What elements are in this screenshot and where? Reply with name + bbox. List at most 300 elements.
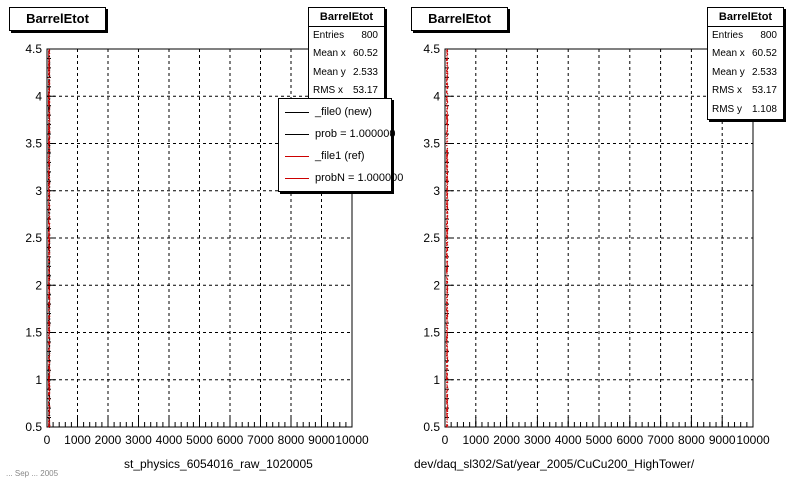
data-point [446, 376, 447, 377]
data-point [447, 370, 448, 371]
data-point [447, 289, 448, 290]
y-tick-label: 3 [433, 183, 440, 198]
data-point [49, 119, 50, 120]
data-point [49, 121, 50, 122]
data-point [49, 369, 50, 370]
legend-entry [279, 123, 396, 145]
data-point [48, 140, 49, 141]
data-point [49, 194, 50, 195]
data-point [446, 244, 447, 245]
data-point [447, 78, 448, 79]
data-point [49, 388, 50, 389]
data-point [447, 67, 448, 68]
data-point [49, 300, 50, 301]
data-point [447, 206, 448, 207]
data-point [49, 406, 50, 407]
legend-line-marker [285, 156, 309, 157]
data-point [446, 157, 447, 158]
data-point [49, 186, 50, 187]
data-point [446, 110, 447, 111]
data-point [49, 196, 50, 197]
data-point [48, 117, 49, 118]
data-point [447, 292, 448, 293]
data-point [446, 424, 447, 425]
data-point [48, 171, 49, 172]
x-tick-label: 9000 [708, 433, 736, 447]
left-x-axis-title: st_physics_6054016_raw_1020005 [124, 457, 313, 471]
data-point [447, 321, 448, 322]
data-point [49, 254, 50, 255]
data-point [446, 116, 447, 117]
data-point [447, 236, 448, 237]
data-point [446, 235, 447, 236]
data-point [447, 348, 448, 349]
stats-label: Entries [313, 30, 345, 41]
data-point [447, 54, 448, 55]
data-point [447, 338, 448, 339]
data-point [48, 252, 49, 253]
legend-entry [279, 145, 391, 167]
left-stats-row [309, 64, 384, 82]
data-point [48, 283, 49, 284]
data-point [49, 153, 50, 154]
data-point [446, 336, 447, 337]
data-point [49, 297, 50, 298]
data-point [48, 386, 49, 387]
data-point [446, 99, 447, 100]
data-point [48, 63, 49, 64]
data-point [48, 201, 49, 202]
x-tick-label: 8000 [277, 433, 305, 447]
data-point [447, 263, 448, 264]
data-point [447, 121, 448, 122]
x-tick-label: 10000 [736, 433, 770, 447]
data-point [49, 325, 50, 326]
data-point [48, 262, 49, 263]
data-point [446, 340, 447, 341]
data-point [49, 155, 50, 156]
data-point [49, 272, 50, 273]
data-point [49, 393, 50, 394]
data-point [446, 178, 447, 179]
data-point [446, 80, 447, 81]
x-tick-label: 4000 [155, 433, 183, 447]
data-point [447, 211, 448, 212]
data-point [49, 174, 50, 175]
data-point [48, 282, 49, 283]
data-point [447, 177, 448, 178]
data-point [447, 207, 448, 208]
data-point [48, 210, 49, 211]
data-point [446, 319, 447, 320]
data-point [447, 303, 448, 304]
data-point [447, 154, 448, 155]
data-point [447, 172, 448, 173]
stats-label: Mean y [313, 66, 346, 78]
right-histogram-title: BarrelEtot [411, 7, 508, 31]
data-point [447, 138, 448, 139]
data-point [447, 66, 448, 67]
data-point [447, 125, 448, 126]
data-point [447, 115, 448, 116]
data-point [49, 228, 50, 229]
x-tick-label: 3000 [524, 433, 551, 447]
data-point [446, 256, 447, 257]
data-point [446, 301, 447, 302]
data-point [447, 295, 448, 296]
data-point [447, 358, 448, 359]
data-point [49, 58, 50, 59]
data-point [447, 307, 448, 308]
data-point [446, 257, 447, 258]
data-point [446, 292, 447, 293]
stats-value: 800 [361, 30, 378, 41]
data-point [48, 169, 49, 170]
data-point [447, 201, 448, 202]
data-point [49, 292, 50, 293]
data-point [49, 158, 50, 159]
data-point [49, 87, 50, 88]
y-tick-label: 4.5 [423, 42, 440, 56]
data-point [446, 229, 447, 230]
data-point [48, 143, 49, 144]
data-point [48, 130, 49, 131]
y-tick-label: 3 [35, 183, 42, 198]
legend-label: _file1 (ref) [315, 150, 365, 162]
data-point [447, 111, 448, 112]
data-point [49, 233, 50, 234]
data-point [447, 229, 448, 230]
data-point [48, 114, 49, 115]
data-point [49, 408, 50, 409]
stats-label: RMS x [313, 85, 343, 97]
data-point [49, 192, 50, 193]
data-point [447, 53, 448, 54]
data-point [447, 360, 448, 361]
data-point [48, 419, 49, 420]
data-point [48, 203, 49, 204]
data-point [447, 290, 448, 291]
data-point [48, 371, 49, 372]
data-point [447, 407, 448, 408]
data-point [447, 162, 448, 163]
data-point [48, 139, 49, 140]
data-point [48, 115, 49, 116]
data-point [49, 328, 50, 329]
data-point [48, 276, 49, 277]
data-point [48, 381, 49, 382]
stats-label: Mean x [313, 48, 346, 60]
data-point [447, 368, 448, 369]
data-point [49, 52, 50, 53]
data-point [49, 108, 50, 109]
data-point [48, 218, 49, 219]
stats-value: 53.17 [751, 85, 777, 97]
data-point [446, 73, 447, 74]
data-point [49, 205, 50, 206]
data-point [446, 251, 447, 252]
data-point [49, 232, 50, 233]
data-point [49, 90, 50, 91]
data-point [446, 387, 447, 388]
data-point [49, 405, 50, 406]
data-point [49, 377, 50, 378]
data-point [49, 50, 50, 51]
data-point [48, 321, 49, 322]
data-point [447, 375, 448, 376]
data-point [48, 77, 49, 78]
data-point [447, 77, 448, 78]
data-point [48, 99, 49, 100]
data-point [447, 196, 448, 197]
data-point [49, 240, 50, 241]
data-point [49, 185, 50, 186]
data-point [49, 279, 50, 280]
left-histogram-title: BarrelEtot [9, 7, 106, 31]
x-tick-label: 9000 [308, 433, 335, 447]
data-point [49, 275, 50, 276]
data-point [447, 261, 448, 262]
data-point [49, 392, 50, 393]
y-tick-label: 0.5 [25, 420, 42, 434]
y-tick-label: 4.5 [25, 42, 42, 56]
data-point [49, 167, 50, 168]
data-point [49, 290, 50, 291]
data-point [48, 145, 49, 146]
data-point [447, 173, 448, 174]
data-point [49, 358, 50, 359]
right-stats-row [708, 82, 783, 100]
data-point [49, 422, 50, 423]
data-point [447, 112, 448, 113]
data-point [446, 50, 447, 51]
x-tick-label: 0 [441, 433, 449, 447]
data-point [49, 365, 50, 366]
data-point [48, 159, 49, 160]
data-point [446, 237, 447, 238]
data-point [48, 73, 49, 74]
data-point [49, 180, 50, 181]
data-point [48, 82, 49, 83]
data-point [48, 222, 49, 223]
data-point [49, 88, 50, 89]
data-point [446, 278, 447, 279]
data-point [48, 148, 49, 149]
data-point [446, 294, 447, 295]
data-point [49, 417, 50, 418]
data-point [447, 328, 448, 329]
data-point [49, 97, 50, 98]
data-point [446, 195, 447, 196]
data-point [49, 115, 50, 116]
data-point [48, 378, 49, 379]
data-point [446, 270, 447, 271]
data-point [446, 158, 447, 159]
data-point [49, 215, 50, 216]
data-point [447, 325, 448, 326]
data-point [446, 71, 447, 72]
data-point [49, 414, 50, 415]
data-point [447, 141, 448, 142]
data-point [48, 316, 49, 317]
data-point [49, 360, 50, 361]
data-point [49, 413, 50, 414]
data-point [48, 255, 49, 256]
data-point [447, 97, 448, 98]
data-point [49, 110, 50, 111]
data-point [447, 169, 448, 170]
data-point [48, 286, 49, 287]
data-point [447, 386, 448, 387]
data-point [446, 331, 447, 332]
data-point [447, 108, 448, 109]
data-point [446, 202, 447, 203]
data-point [49, 225, 50, 226]
data-point [447, 203, 448, 204]
data-point [446, 349, 447, 350]
data-point [446, 287, 447, 288]
data-point [447, 242, 448, 243]
data-point [48, 338, 49, 339]
data-point [48, 350, 49, 351]
data-point [49, 106, 50, 107]
data-point [49, 122, 50, 123]
data-point [447, 238, 448, 239]
data-point [446, 149, 447, 150]
stats-label: Entries [712, 30, 744, 41]
data-point [49, 371, 50, 372]
y-tick-label: 0.5 [423, 420, 440, 434]
x-tick-label: 5000 [585, 433, 613, 447]
data-point [446, 384, 447, 385]
data-point [48, 81, 49, 82]
data-point [49, 366, 50, 367]
data-point [48, 250, 49, 251]
x-tick-label: 2000 [493, 433, 520, 447]
data-point [447, 281, 448, 282]
data-point [446, 343, 447, 344]
data-point [447, 69, 448, 70]
data-point [446, 145, 447, 146]
data-point [446, 92, 447, 93]
y-tick-label: 4 [433, 89, 440, 104]
data-point [446, 91, 447, 92]
data-point [48, 238, 49, 239]
data-point [446, 103, 447, 104]
data-point [48, 55, 49, 56]
data-point [49, 151, 50, 152]
data-point [446, 119, 447, 120]
data-point [447, 402, 448, 403]
data-point [446, 277, 447, 278]
data-point [447, 361, 448, 362]
data-point [48, 105, 49, 106]
data-point [446, 155, 447, 156]
data-point [447, 233, 448, 234]
data-point [49, 147, 50, 148]
y-tick-label: 2.5 [25, 231, 42, 245]
data-point [48, 368, 49, 369]
data-point [48, 313, 49, 314]
data-point [49, 339, 50, 340]
data-point [446, 330, 447, 331]
data-point [447, 230, 448, 231]
data-point [49, 239, 50, 240]
x-tick-label: 6000 [216, 433, 244, 447]
data-point [49, 397, 50, 398]
data-point [48, 176, 49, 177]
data-point [48, 254, 49, 255]
data-point [49, 136, 50, 137]
data-point [49, 363, 50, 364]
data-point [48, 336, 49, 337]
data-point [446, 96, 447, 97]
data-point [49, 218, 50, 219]
data-point [447, 220, 448, 221]
data-point [447, 231, 448, 232]
data-point [446, 389, 447, 390]
data-point [48, 373, 49, 374]
data-point [49, 75, 50, 76]
data-point [49, 318, 50, 319]
data-point [48, 65, 49, 66]
legend-line-marker [285, 112, 309, 113]
data-point [447, 175, 448, 176]
data-point [49, 184, 50, 185]
stats-label: Mean x [712, 48, 745, 60]
data-point [447, 107, 448, 108]
data-point [49, 197, 50, 198]
data-point [48, 349, 49, 350]
data-point [48, 385, 49, 386]
data-point [48, 198, 49, 199]
legend-line-marker [285, 178, 309, 179]
data-point [49, 301, 50, 302]
data-point [49, 380, 50, 381]
data-point [446, 185, 447, 186]
x-tick-label: 5000 [186, 433, 213, 447]
data-point [48, 132, 49, 133]
data-point [447, 200, 448, 201]
stats-label: Mean y [712, 66, 745, 78]
data-point [49, 80, 50, 81]
data-point [49, 124, 50, 125]
data-point [48, 110, 49, 111]
data-point [446, 243, 447, 244]
data-point [447, 128, 448, 129]
data-point [447, 218, 448, 219]
data-point [48, 193, 49, 194]
data-point [49, 77, 50, 78]
data-point [446, 209, 447, 210]
data-point [49, 62, 50, 63]
data-point [446, 355, 447, 356]
data-point [48, 246, 49, 247]
data-point [447, 417, 448, 418]
x-tick-label: 2000 [94, 433, 122, 447]
data-point [48, 94, 49, 95]
y-tick-label: 2 [433, 278, 440, 293]
data-point [446, 353, 447, 354]
data-point [49, 173, 50, 174]
data-point [446, 310, 447, 311]
data-point [49, 212, 50, 213]
data-point [447, 283, 448, 284]
data-point [48, 187, 49, 188]
data-point [48, 266, 49, 267]
data-point [48, 327, 49, 328]
data-point [49, 425, 50, 426]
